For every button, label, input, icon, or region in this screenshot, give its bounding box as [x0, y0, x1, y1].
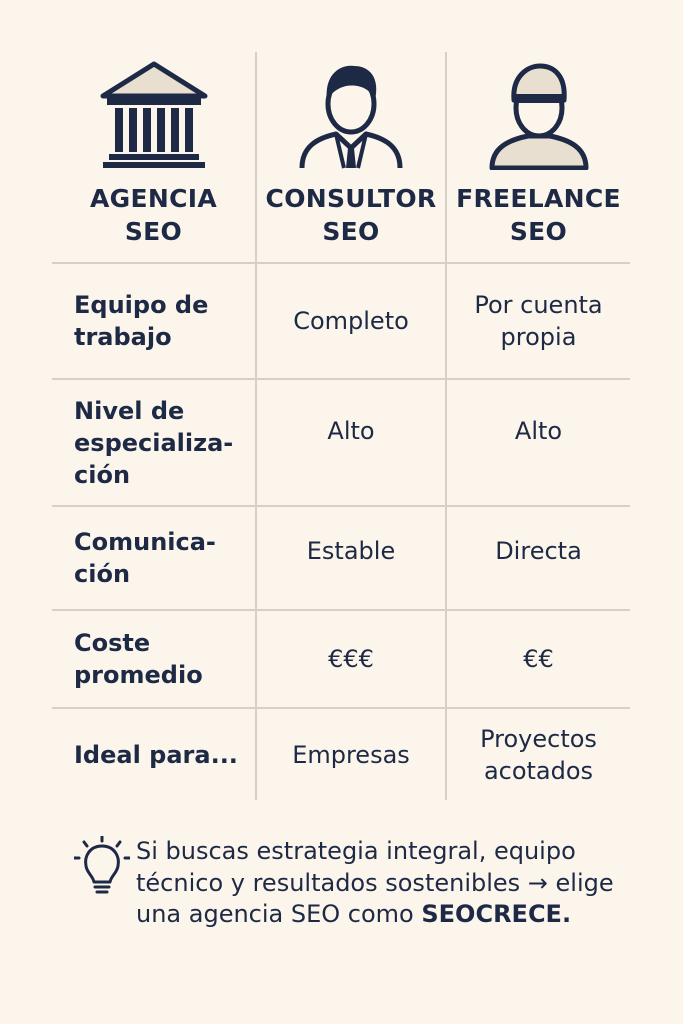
freelance-value: Directa — [495, 537, 582, 565]
freelance-value: Por cuenta propia — [474, 291, 603, 351]
consultor-value: Estable — [306, 537, 396, 565]
consultor-value: Empresas — [292, 740, 410, 769]
consultor-value: €€€ — [328, 645, 374, 673]
freelance-value: Alto — [514, 416, 563, 445]
lightbulb-icon — [74, 836, 130, 900]
consultor-value: Alto — [327, 416, 375, 445]
consultor-value: Completo — [293, 307, 409, 335]
row-label: Nivel de especializa- ción — [74, 396, 234, 489]
header-consultor — [257, 52, 445, 262]
table-row — [52, 611, 630, 707]
column-title: AGENCIA SEO — [90, 184, 217, 246]
bank-building-icon — [99, 60, 209, 170]
header-agencia — [52, 52, 255, 262]
row-label: Ideal para... — [74, 740, 238, 769]
row-label: Equipo de trabajo — [74, 291, 209, 351]
tip-text — [136, 836, 636, 931]
freelance-value: Proyectos acotados — [480, 724, 597, 785]
row-label: Comunica- ción — [74, 528, 216, 588]
table-row — [52, 380, 630, 505]
freelancer-cap-person-icon — [484, 60, 594, 170]
row-label: Coste promedio — [74, 629, 203, 689]
column-title: CONSULTOR SEO — [265, 184, 437, 246]
table-row — [52, 709, 630, 800]
tip-body: Si buscas estrategia integral, equipo técnico y resultados sostenibles → elige una agencia SEO como — [136, 837, 614, 928]
freelance-value: €€ — [523, 645, 554, 673]
column-title: FREELANCE SEO — [456, 184, 621, 246]
table-row — [52, 507, 630, 609]
consultant-person-icon — [296, 60, 406, 170]
table-row — [52, 264, 630, 378]
header-freelance — [447, 52, 630, 262]
brand-name: SEOCRECE. — [421, 900, 572, 928]
